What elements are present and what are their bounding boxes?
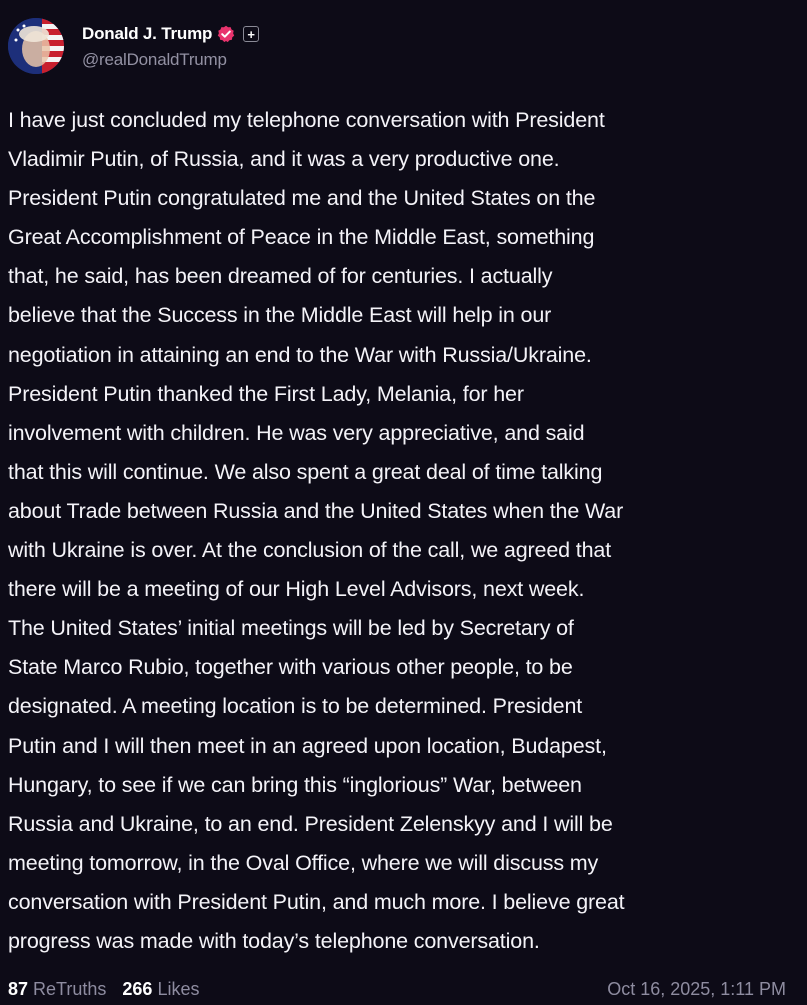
retruths-stat[interactable] (8, 979, 106, 1000)
post-text: I have just concluded my telephone conversation with President Vladimir Putin, of Russia, and it was a very productive one. President Putin congratulated me and the United States on the Great Accomplishment of Peace in the Middle East, something that, he said, has been dreamed of for centuries. I actually believe that the Success in the Middle East will help in our negotiation in attaining an end to the War with Russia/Ukraine. President Putin thanked the First Lady, Melania, for her involvement with children. He was very appreciative, and said that this will continue. We also spent a great deal of time talking about Trade between Russia and the United States when the War with Ukraine is over. At the conclusion of the call, we agreed that there will be a meeting of our High Level Advisors, next week. The United States’ initial meetings will be led by Secretary of State Marco Rubio, together with various other people, to be designated. A meeting location is to be determined. President Putin and I will then meet in an agreed upon location, Budapest, Hungary, to see if we can bring this “inglorious” War, between Russia and Ukraine, to an end. President Zelenskyy and I will be meeting tomorrow, in the Oval Office, where we will discuss my conversation with President Putin, and much more. I believe great progress was made with today’s telephone conversation. (8, 108, 625, 953)
post-timestamp[interactable]: Oct 16, 2025, 1:11 PM (607, 978, 786, 999)
avatar[interactable] (8, 18, 64, 74)
post-header (8, 14, 259, 78)
likes-count: 266 (122, 978, 153, 999)
retruths-count: 87 (8, 978, 29, 999)
author-info (82, 22, 259, 70)
retruths-label: ReTruths (33, 978, 107, 999)
user-handle[interactable]: @realDonaldTrump (82, 50, 227, 69)
display-name[interactable]: Donald J. Trump (82, 24, 213, 43)
post-footer (8, 976, 786, 1002)
follow-button[interactable]: + (243, 26, 259, 42)
verified-badge-icon (217, 25, 235, 43)
engagement-stats (8, 979, 199, 1000)
name-row (82, 22, 259, 46)
likes-stat[interactable] (122, 979, 199, 1000)
likes-label: Likes (157, 978, 200, 999)
